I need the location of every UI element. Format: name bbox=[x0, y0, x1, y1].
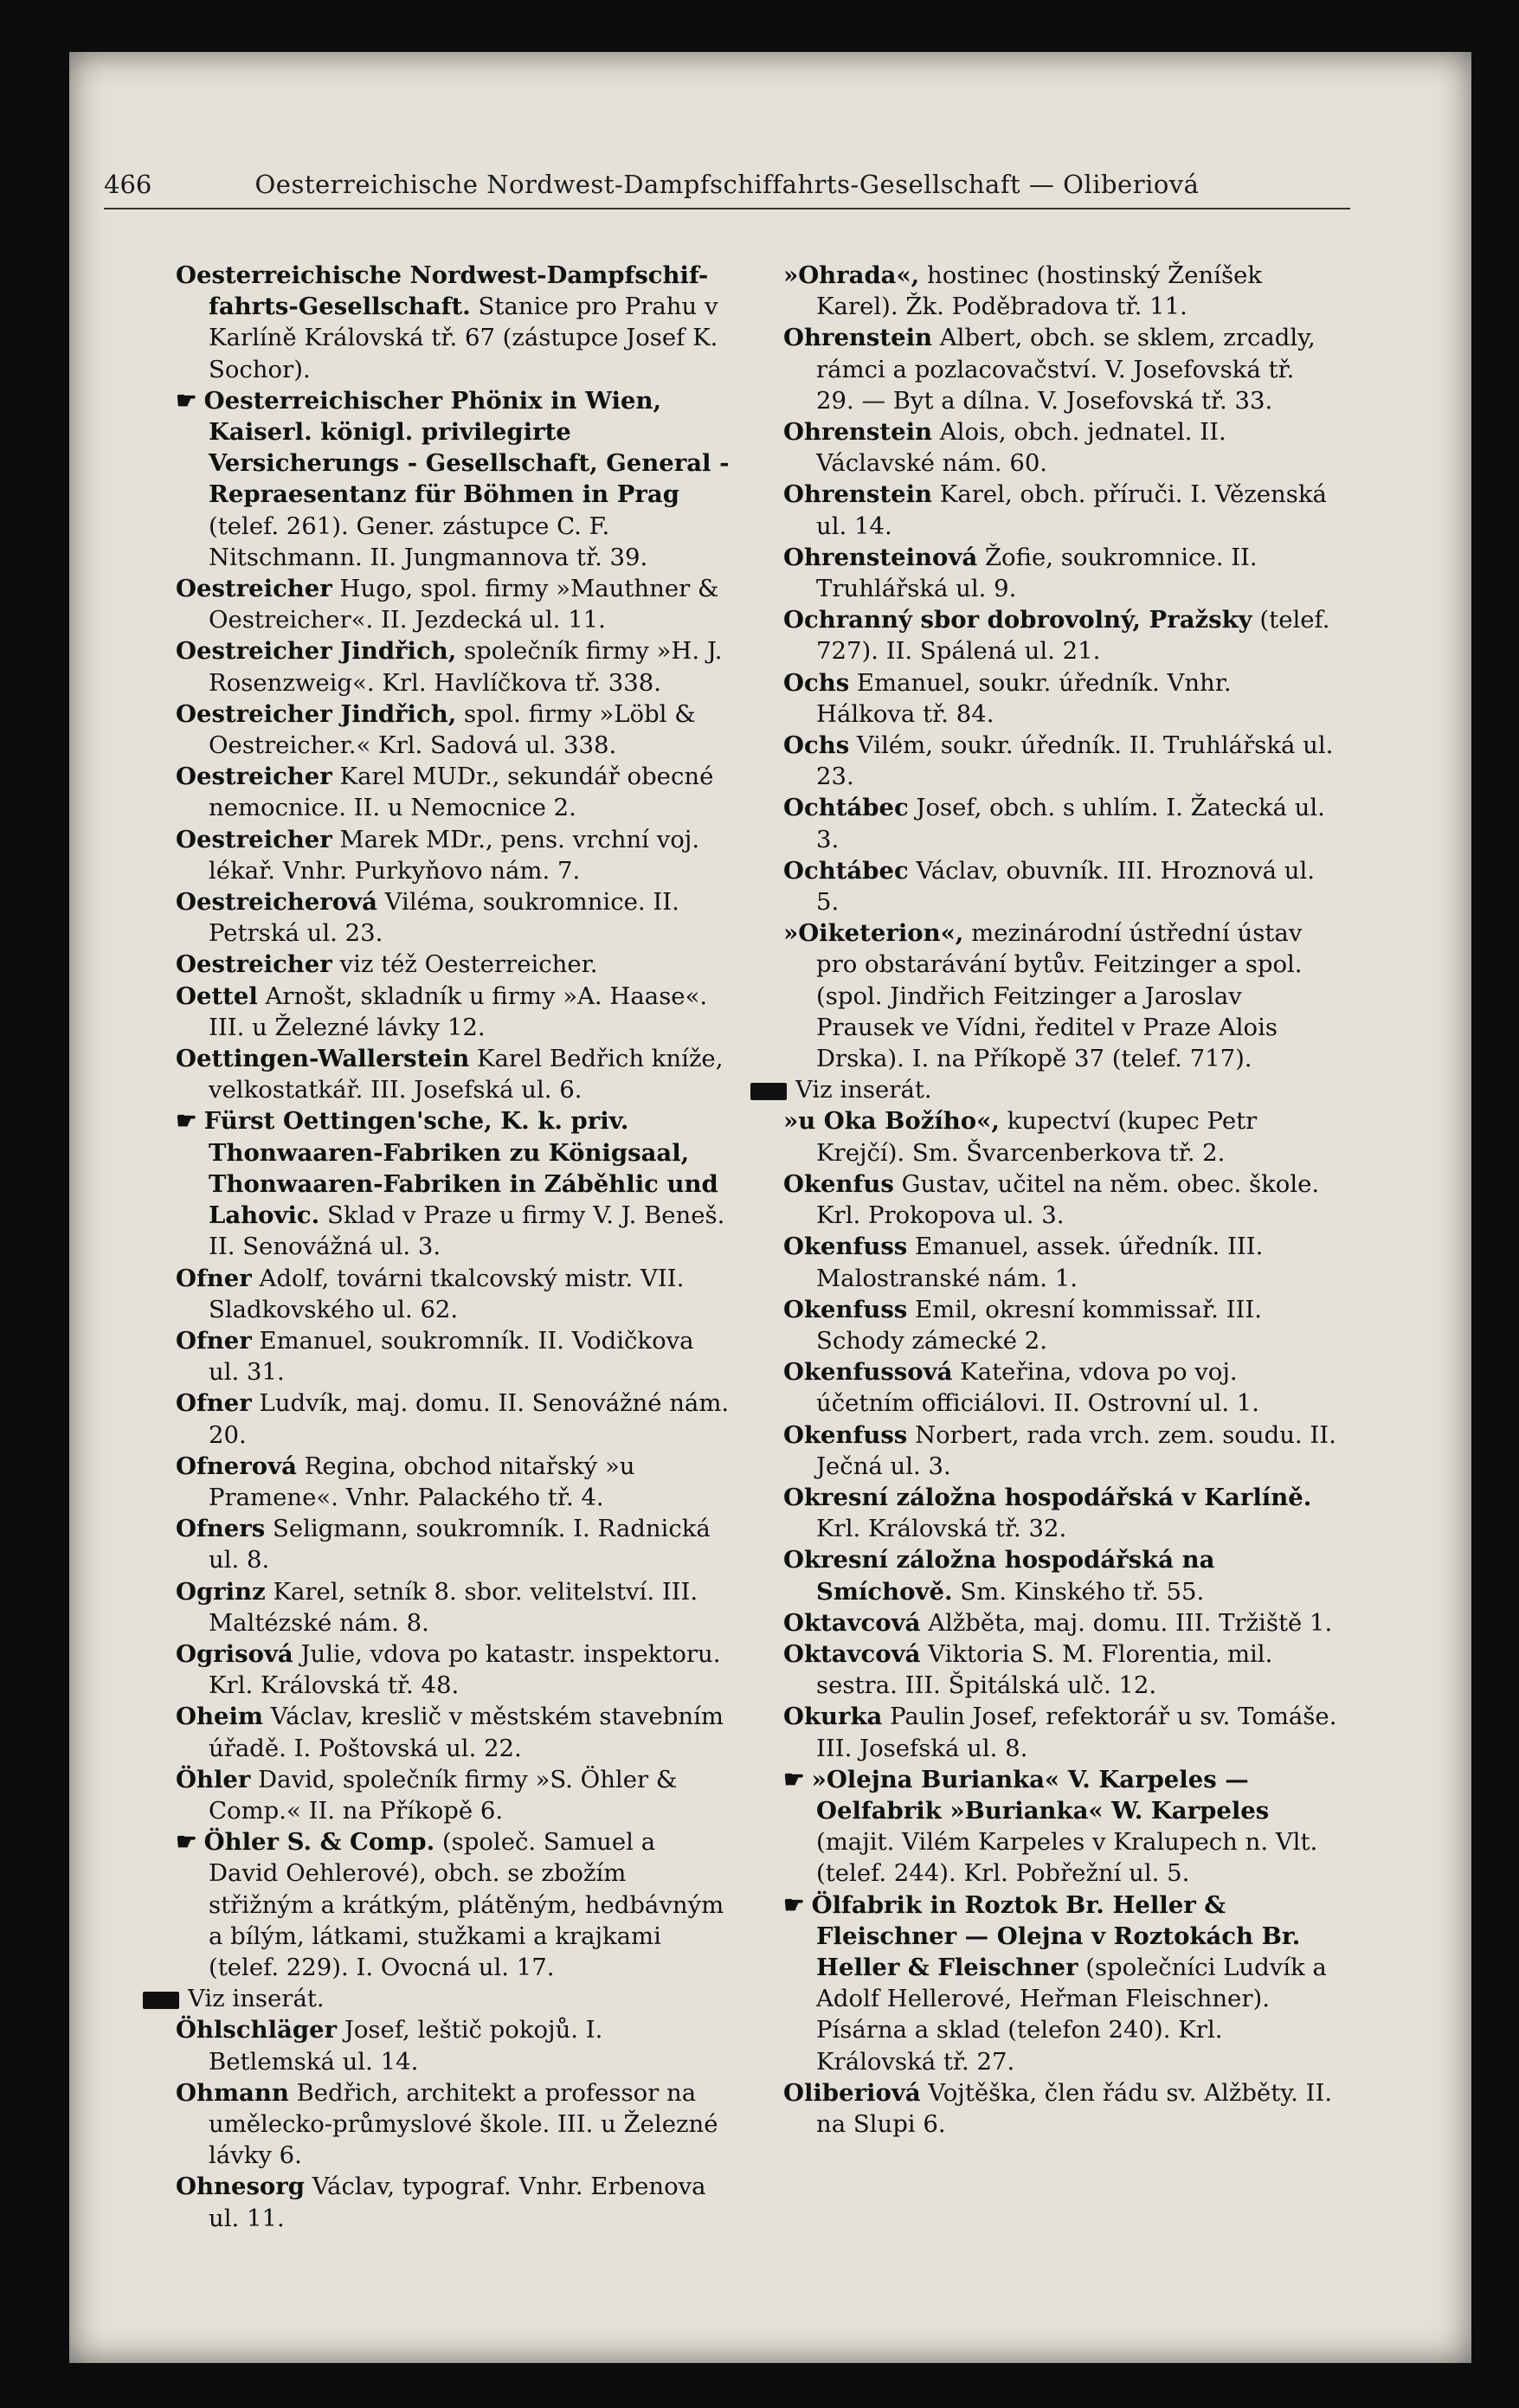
right-column bbox=[783, 260, 1337, 2140]
directory-entry bbox=[176, 1513, 730, 1575]
entry-text: Viz inserát. bbox=[795, 1076, 932, 1104]
entry-name: Öhlschläger bbox=[176, 2016, 338, 2044]
entry-name: Ölfabrik in Roztok Br. Heller & Fleischner — Olejna v Roztokách Br. Heller & Fleischner bbox=[811, 1890, 1301, 1981]
directory-entry bbox=[783, 1639, 1337, 1701]
pointing-hand-icon bbox=[750, 1083, 787, 1100]
entry-text: Vojtěška, člen řádu sv. Alžběty. II. na Slupi 6. bbox=[816, 2078, 1333, 2138]
entry-text: viz též Oesterreicher. bbox=[331, 950, 598, 979]
directory-entry bbox=[783, 917, 1337, 1074]
entry-text: spol. firmy »Löbl & Oestreicher.« Krl. Sadová ul. 338. bbox=[209, 699, 696, 760]
hand-symbol-icon: ☛ bbox=[783, 1765, 805, 1793]
entry-text: Viktoria S. M. Florentia, mil. sestra. III. Špitálská ulč. 12. bbox=[816, 1639, 1273, 1700]
directory-entry bbox=[783, 1105, 1337, 1168]
entry-name: Oestreicher Jindřich, bbox=[176, 699, 457, 728]
entry-text: Sklad v Praze u firmy V. J. Beneš. II. Senovážná ul. 3. bbox=[209, 1201, 725, 1261]
entry-name: Okenfuss bbox=[783, 1295, 908, 1323]
entry-text: Václav, typograf. Vnhr. Erbenova ul. 11. bbox=[209, 2173, 706, 2232]
entry-text: Sm. Kinského tř. 55. bbox=[952, 1577, 1205, 1606]
entry-text: společník firmy »H. J. Rosenzweig«. Krl. Havlíčkova tř. 338. bbox=[209, 637, 723, 697]
entry-name: Ochs bbox=[783, 668, 850, 697]
running-title: Oesterreichische Nordwest-Dampfschiffahrts-Gesellschaft — Oliberiová bbox=[254, 170, 1200, 199]
page-number: 466 bbox=[104, 170, 152, 199]
entry-name: Ohnesorg bbox=[176, 2173, 305, 2201]
entry-name: Ogrinz bbox=[176, 1577, 266, 1606]
entry-name: Oestreicher bbox=[176, 825, 332, 853]
entry-name: Öhler bbox=[176, 1765, 251, 1793]
entry-text: Viléma, soukromnice. II. Petrská ul. 23. bbox=[209, 888, 679, 948]
entry-name: »Olejna Burianka« V. Karpeles — Oelfabrik »Burianka« W. Karpeles bbox=[811, 1765, 1270, 1825]
entry-text: Alois, obch. jednatel. II. Václavské nám. 60. bbox=[816, 418, 1226, 478]
entry-name: Oliberiová bbox=[783, 2078, 921, 2107]
directory-entry bbox=[176, 761, 730, 823]
directory-entry bbox=[783, 2077, 1337, 2140]
entry-name: Ochs bbox=[783, 731, 850, 760]
entry-text: Seligmann, soukromník. I. Radnická ul. 8. bbox=[209, 1515, 711, 1574]
directory-entry bbox=[783, 1544, 1337, 1606]
entry-text: (telef. 261). Gener. zástupce C. F. Nitschmann. II. Jungmannova tř. 39. bbox=[209, 512, 648, 571]
directory-entry bbox=[783, 1764, 1337, 1890]
directory-entry bbox=[783, 667, 1337, 730]
entry-text: Albert, obch. se sklem, zrcadly, rámci a pozlacovačství. V. Josefovská tř. 29. — Byt a dílna. V. Josefovská tř. 33. bbox=[816, 324, 1316, 415]
entry-name: Oktavcová bbox=[783, 1639, 921, 1668]
entry-text: mezinárodní ústřední ústav pro obstarávání bytův. Feitzinger a spol. (spol. Jindřich Feitzinger a Jaroslav Prausek ve Vídni, ředitel v Praze Alois Drska). I. na Příkopě 37 (telef. 717). bbox=[816, 919, 1303, 1073]
directory-entry bbox=[783, 322, 1337, 416]
entry-text: Alžběta, maj. domu. III. Tržiště 1. bbox=[920, 1608, 1333, 1637]
directory-entry bbox=[783, 479, 1337, 541]
entry-name: Oestreicher bbox=[176, 575, 332, 603]
entry-name: Okenfuss bbox=[783, 1420, 908, 1449]
entry-name: Ofner bbox=[176, 1264, 252, 1292]
entry-name: Ohmann bbox=[176, 2078, 289, 2107]
entry-name: Ofnerová bbox=[176, 1452, 297, 1480]
directory-entry bbox=[176, 1764, 730, 1826]
entry-text: hostinec (hostinský Ženíšek Karel). Žk. Poděbradova tř. 11. bbox=[816, 261, 1263, 321]
directory-entry bbox=[176, 1325, 730, 1387]
directory-entry bbox=[783, 1890, 1337, 2077]
directory-entry bbox=[176, 1701, 730, 1763]
directory-entry bbox=[783, 792, 1337, 854]
directory-entry bbox=[176, 385, 730, 573]
entry-text: Hugo, spol. firmy »Mauthner & Oestreicher«. II. Jezdecká ul. 11. bbox=[209, 575, 719, 634]
directory-entry bbox=[783, 730, 1337, 792]
directory-entry bbox=[176, 1639, 730, 1701]
entry-text: Karel, setník 8. sbor. velitelství. III. Maltézské nám. 8. bbox=[209, 1577, 698, 1637]
entry-text: Adolf, továrni tkalcovský mistr. VII. Sladkovského ul. 62. bbox=[209, 1264, 685, 1323]
directory-entry bbox=[783, 1701, 1337, 1763]
entry-name: Ohrensteinová bbox=[783, 543, 978, 571]
entry-name: Fürst Oettingen'sche, K. k. priv. Thonwaaren-Fabriken zu Königsaal, Thonwaaren-Fabriken in Záběhlic und Lahovic. bbox=[203, 1107, 718, 1230]
directory-entry bbox=[176, 635, 730, 698]
entry-text: Viz inserát. bbox=[188, 1985, 325, 2013]
entry-text: Regina, obchod nitařský »u Pramene«. Vnhr. Palackého tř. 4. bbox=[209, 1452, 635, 1511]
entry-name: Ochtábec bbox=[783, 794, 909, 822]
directory-entry bbox=[176, 1263, 730, 1325]
entry-text: Norbert, rada vrch. zem. soudu. II. Ječná ul. 3. bbox=[816, 1420, 1336, 1480]
directory-entry bbox=[176, 886, 730, 949]
entry-text: Paulin Josef, refektorář u sv. Tomáše. III. Josefská ul. 8. bbox=[816, 1703, 1337, 1762]
hand-symbol-icon: ☛ bbox=[783, 1890, 805, 1919]
hand-symbol-icon: ☛ bbox=[176, 1107, 197, 1136]
directory-entry bbox=[783, 1420, 1337, 1482]
entry-name: Oheim bbox=[176, 1703, 263, 1731]
entry-text: Julie, vdova po katastr. inspektoru. Krl. Královská tř. 48. bbox=[209, 1639, 721, 1700]
entry-name: Ofners bbox=[176, 1515, 266, 1543]
entry-name: Oestreicher bbox=[176, 950, 332, 979]
entry-name: Ohrenstein bbox=[783, 418, 933, 447]
pointing-hand-icon bbox=[143, 1992, 179, 2009]
directory-entry bbox=[176, 699, 730, 761]
entry-name: Ochtábec bbox=[783, 856, 909, 885]
hand-symbol-icon: ☛ bbox=[176, 1828, 197, 1857]
entry-name: Ochranný sbor dobrovolný, Pražsky bbox=[783, 606, 1252, 634]
entry-name: Oesterreichische Nordwest-Dampfschif-fahrts-Gesellschaft. bbox=[176, 261, 709, 321]
entry-text: Krl. Královská tř. 32. bbox=[816, 1515, 1067, 1543]
directory-entry bbox=[783, 1356, 1337, 1419]
directory-entry bbox=[176, 824, 730, 886]
directory-entry bbox=[176, 1576, 730, 1639]
entry-text: (společníci Ludvík a Adolf Hellerové, Heřman Fleischner). Písárna a sklad (telefon 240). Krl. Královská tř. 27. bbox=[816, 1953, 1327, 2076]
entry-text: Bedřich, architekt a professor na umělecko-průmyslové škole. III. u Železné lávky 6. bbox=[209, 2078, 718, 2170]
directory-entry bbox=[176, 573, 730, 635]
entry-name: Ogrisová bbox=[176, 1639, 293, 1668]
directory-entry bbox=[176, 260, 730, 385]
entry-name: »u Oka Božího«, bbox=[783, 1107, 1000, 1136]
entry-name: Ohrenstein bbox=[783, 324, 933, 352]
directory-entry bbox=[176, 2014, 730, 2076]
directory-entry bbox=[176, 949, 730, 980]
entry-text: Vilém, soukr. úředník. II. Truhlářská ul. 23. bbox=[816, 731, 1334, 791]
entry-text: Josef, obch. s uhlím. I. Žatecká ul. 3. bbox=[816, 794, 1325, 853]
directory-entry bbox=[783, 1074, 1337, 1105]
entry-name: Oettel bbox=[176, 982, 258, 1010]
entry-name: Okresní záložna hospodářská v Karlíně. bbox=[783, 1483, 1312, 1511]
entry-name: Ohrenstein bbox=[783, 480, 933, 509]
directory-entry bbox=[783, 416, 1337, 479]
entry-text: Emanuel, assek. úředník. III. Malostranské nám. 1. bbox=[816, 1233, 1264, 1292]
entry-text: Kateřina, vdova po voj. účetním officiálovi. II. Ostrovní ul. 1. bbox=[816, 1358, 1260, 1418]
directory-entry bbox=[176, 1105, 730, 1262]
entry-name: Öhler S. & Comp. bbox=[203, 1828, 435, 1857]
directory-entry bbox=[783, 542, 1337, 604]
entry-text: David, společník firmy »S. Öhler & Comp.« II. na Příkopě 6. bbox=[209, 1765, 678, 1825]
hand-symbol-icon: ☛ bbox=[176, 386, 197, 415]
entry-name: Okenfussová bbox=[783, 1358, 953, 1387]
entry-name: Okresní záložna hospodářská na Smíchově. bbox=[783, 1546, 1215, 1606]
directory-entry bbox=[783, 1169, 1337, 1231]
directory-entry bbox=[783, 604, 1337, 666]
directory-entry bbox=[176, 1451, 730, 1513]
directory-entry bbox=[176, 981, 730, 1043]
entry-text: Emanuel, soukromník. II. Vodičkova ul. 31. bbox=[209, 1326, 694, 1387]
entry-name: Oestreicher bbox=[176, 763, 332, 791]
entry-text: Emil, okresní kommissař. III. Schody zámecké 2. bbox=[816, 1295, 1262, 1355]
entry-text: Ludvík, maj. domu. II. Senovážné nám. 20. bbox=[209, 1389, 730, 1449]
directory-entry bbox=[176, 1983, 730, 2014]
entry-text: (majit. Vilém Karpeles v Kralupech n. Vlt. (telef. 244). Krl. Pobřežní ul. 5. bbox=[816, 1828, 1318, 1888]
entry-text: Marek MDr., pens. vrchní voj. lékař. Vnhr. Purkyňovo nám. 7. bbox=[209, 825, 700, 885]
entry-name: »Ohrada«, bbox=[783, 261, 920, 289]
directory-entry bbox=[783, 1482, 1337, 1544]
entry-name: Oktavcová bbox=[783, 1608, 921, 1637]
entry-text: Arnošt, skladník u firmy »A. Haase«. III. u Železné lávky 12. bbox=[209, 982, 708, 1041]
directory-entry bbox=[176, 1826, 730, 1983]
directory-entry bbox=[783, 1231, 1337, 1293]
directory-entry bbox=[783, 855, 1337, 917]
entry-text: Karel Bedřich kníže, velkostatkář. III. Josefská ul. 6. bbox=[209, 1045, 724, 1104]
entry-name: Oestreicher Jindřich, bbox=[176, 637, 457, 666]
left-column bbox=[176, 260, 730, 2234]
directory-entry bbox=[176, 1043, 730, 1105]
directory-entry bbox=[176, 2077, 730, 2172]
entry-text: (telef. 727). II. Spálená ul. 21. bbox=[816, 606, 1330, 666]
directory-entry bbox=[783, 1294, 1337, 1356]
entry-text: Emanuel, soukr. úředník. Vnhr. Hálkova tř. 84. bbox=[816, 668, 1232, 728]
entry-text: Karel, obch. příruči. I. Vězenská ul. 14. bbox=[816, 480, 1327, 540]
directory-entry bbox=[176, 2171, 730, 2233]
entry-text: (společ. Samuel a David Oehlerové), obch. se zbožím střižným a krátkým, plátěným, hedbávným a bílým, látkami, stužkami a krajkami (telef. 229). I. Ovocná ul. 17. bbox=[209, 1828, 724, 1981]
entry-text: Gustav, učitel na něm. obec. škole. Krl. Prokopova ul. 3. bbox=[816, 1169, 1320, 1230]
entry-text: Václav, obuvník. III. Hroznová ul. 5. bbox=[816, 856, 1316, 917]
directory-entry bbox=[783, 1607, 1337, 1639]
entry-name: Ofner bbox=[176, 1326, 252, 1355]
page-header bbox=[104, 163, 1350, 209]
directory-entry bbox=[783, 260, 1337, 322]
entry-name: Okurka bbox=[783, 1703, 883, 1731]
entry-text: Žofie, soukromnice. II. Truhlářská ul. 9. bbox=[816, 543, 1258, 603]
entry-name: Oestreicherová bbox=[176, 888, 377, 917]
entry-text: kupectví (kupec Petr Krejčí). Sm. Švarcenberkova tř. 2. bbox=[816, 1107, 1258, 1167]
entry-name: Ofner bbox=[176, 1389, 252, 1418]
entry-name: Okenfuss bbox=[783, 1233, 908, 1261]
entry-text: Stanice pro Prahu v Karlíně Královská tř. 67 (zástupce Josef K. Sochor). bbox=[209, 293, 718, 383]
entry-text: Václav, kreslič v městském stavebním úřadě. I. Poštovská ul. 22. bbox=[209, 1703, 724, 1762]
entry-text: Josef, leštič pokojů. I. Betlemská ul. 14. bbox=[209, 2016, 603, 2076]
directory-entry bbox=[176, 1387, 730, 1450]
entry-name: Oesterreichischer Phönix in Wien, Kaiserl. königl. privilegirte Versicherungs - Gesellschaft, General - Repraesentanz für Böhmen in Prag bbox=[203, 386, 730, 509]
entry-name: Oettingen-Wallerstein bbox=[176, 1045, 470, 1073]
entry-name: »Oiketerion«, bbox=[783, 919, 964, 948]
entry-text: Karel MUDr., sekundář obecné nemocnice. II. u Nemocnice 2. bbox=[209, 763, 714, 822]
entry-name: Okenfus bbox=[783, 1169, 894, 1198]
